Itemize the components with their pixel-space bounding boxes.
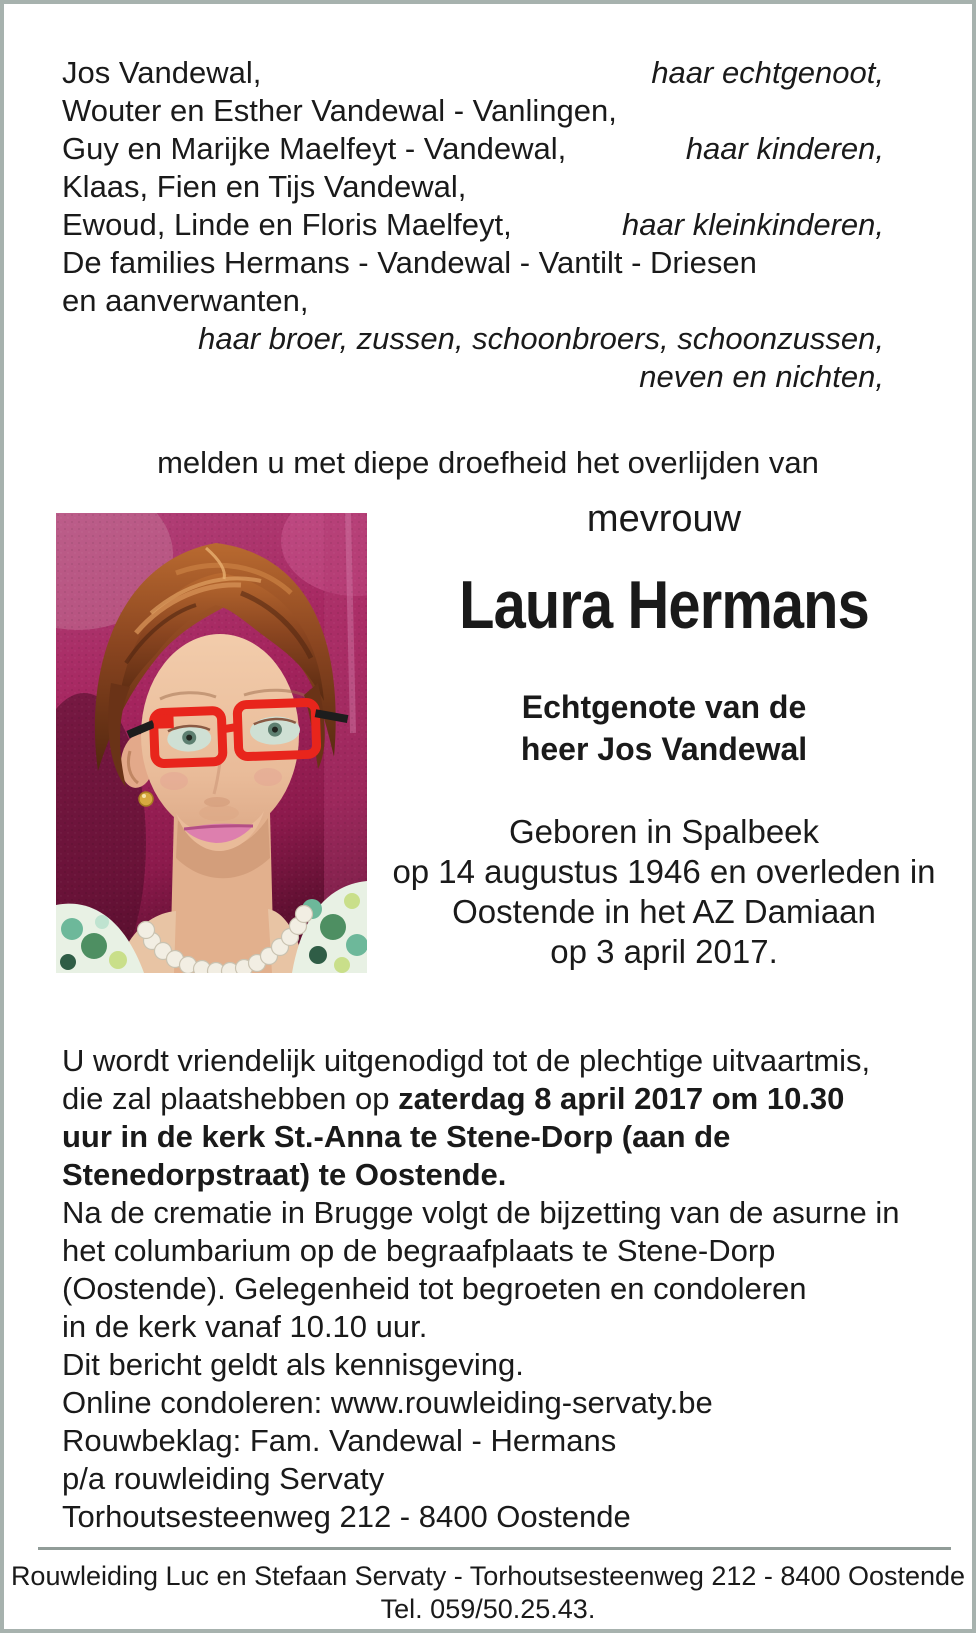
detail-line xyxy=(62,1042,900,1080)
funeral-home-footer xyxy=(4,1560,972,1626)
relations-lines xyxy=(62,320,884,396)
detail-text: Torhoutsesteenweg 212 - 8400 Oostende xyxy=(62,1499,631,1534)
detail-text: (Oostende). Gelegenheid tot begroeten en condoleren xyxy=(62,1271,807,1306)
detail-line xyxy=(62,1498,900,1536)
detail-text: Rouwbeklag: Fam. Vandewal - Hermans xyxy=(62,1423,617,1458)
detail-line xyxy=(62,1422,900,1460)
family-members: Wouter en Esther Vandewal - Vanlingen, xyxy=(62,93,617,128)
relation-label: haar kleinkinderen, xyxy=(622,207,884,242)
spouse-block xyxy=(367,686,961,770)
funeral-home-address: Rouwleiding Luc en Stefaan Servaty - Torhoutsesteenweg 212 - 8400 Oostende xyxy=(10,1561,966,1591)
detail-text: U wordt vriendelijk uitgenodigd tot de plechtige uitvaartmis, xyxy=(62,1043,871,1078)
family-members: De families Hermans - Vandewal - Vantilt - Driesen xyxy=(62,245,757,280)
detail-line xyxy=(62,1346,900,1384)
life-line: Geboren in Spalbeek xyxy=(508,813,820,850)
life-line: op 3 april 2017. xyxy=(550,933,778,970)
family-line xyxy=(62,130,884,168)
life-lines xyxy=(367,812,961,972)
spouse-lines xyxy=(367,686,961,770)
detail-line xyxy=(62,1460,900,1498)
family-members: en aanverwanten, xyxy=(62,283,309,318)
detail-line xyxy=(62,1080,900,1118)
announcement-line: melden u met diepe droefheid het overlijden van xyxy=(157,445,819,480)
detail-line xyxy=(62,1270,900,1308)
family-members: Ewoud, Linde en Floris Maelfeyt, xyxy=(62,207,512,242)
life-line: op 14 augustus 1946 en overleden in xyxy=(392,853,936,890)
portrait-photo xyxy=(56,513,367,973)
detail-line xyxy=(62,1384,900,1422)
detail-text: het columbarium op de begraafplaats te Stene-Dorp xyxy=(62,1233,776,1268)
family-line xyxy=(62,168,884,206)
life-line: Oostende in het AZ Damiaan xyxy=(452,893,876,930)
detail-line xyxy=(62,1194,900,1232)
family-members: Jos Vandewal, xyxy=(62,55,262,90)
detail-text: p/a rouwleiding Servaty xyxy=(62,1461,385,1496)
detail-text: Dit bericht geldt als kennisgeving. xyxy=(62,1347,524,1382)
family-list xyxy=(62,54,884,396)
relation-label: haar kinderen, xyxy=(685,131,884,166)
relation-line: neven en nichten, xyxy=(639,359,884,394)
spouse-line: heer Jos Vandewal xyxy=(520,731,808,767)
detail-line xyxy=(62,1118,900,1156)
detail-lines xyxy=(62,1042,900,1536)
life-dates-block xyxy=(367,812,961,972)
honorific: mevrouw xyxy=(586,498,742,540)
earring xyxy=(139,792,153,806)
family-line xyxy=(62,244,884,282)
detail-line xyxy=(62,1308,900,1346)
footer-divider xyxy=(38,1547,951,1550)
detail-line xyxy=(62,1232,900,1270)
family-lines xyxy=(62,54,884,320)
detail-text: in de kerk vanaf 10.10 uur. xyxy=(62,1309,428,1344)
detail-text-bold: uur in de kerk St.-Anna te Stene-Dorp (aan de xyxy=(62,1119,731,1154)
portrait-photo-svg xyxy=(56,513,367,973)
deceased-name-text: Laura Hermans xyxy=(459,567,869,643)
family-line xyxy=(62,282,884,320)
family-line xyxy=(62,54,884,92)
detail-text: Na de crematie in Brugge volgt de bijzetting van de asurne in xyxy=(62,1195,900,1230)
service-details xyxy=(62,1042,900,1536)
spouse-line: Echtgenote van de xyxy=(521,689,807,725)
detail-text-bold: Stenedorpstraat) te Oostende. xyxy=(62,1157,507,1192)
relation-label: haar echtgenoot, xyxy=(651,55,884,90)
family-members: Guy en Marijke Maelfeyt - Vandewal, xyxy=(62,131,567,166)
funeral-home-phone: Tel. 059/50.25.43. xyxy=(380,1594,596,1624)
family-line xyxy=(62,206,884,244)
detail-text: die zal plaatshebben op xyxy=(62,1081,399,1116)
detail-text-bold: zaterdag 8 april 2017 om 10.30 xyxy=(398,1081,845,1116)
deceased-name xyxy=(367,567,961,643)
family-members: Klaas, Fien en Tijs Vandewal, xyxy=(62,169,467,204)
detail-text: Online condoleren: www.rouwleiding-servaty.be xyxy=(62,1385,713,1420)
relation-line: haar broer, zussen, schoonbroers, schoonzussen, xyxy=(198,321,884,356)
detail-line xyxy=(62,1156,900,1194)
family-line xyxy=(62,92,884,130)
